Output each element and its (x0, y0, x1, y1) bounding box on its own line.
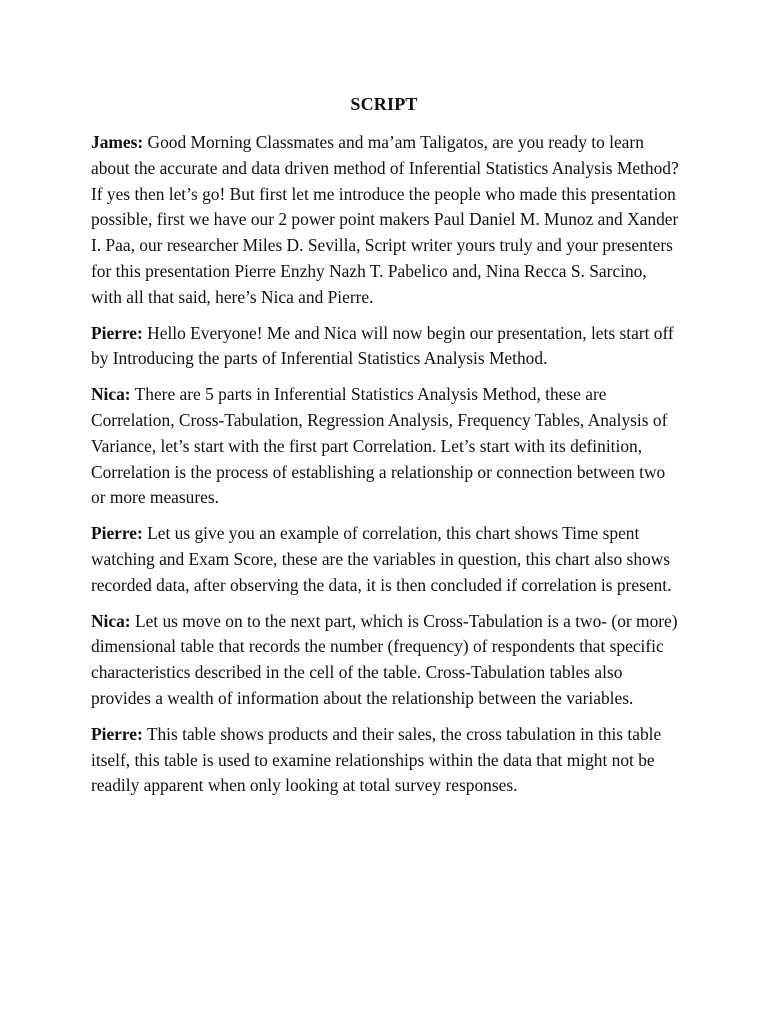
paragraph-text: Let us give you an example of correlation, this chart shows Time spent watching and Exam Score, these are the variables in question, this chart also shows recorded data, after observing the data, it is then concluded if correlation is present. (91, 523, 672, 595)
script-paragraph-pierre (91, 321, 681, 373)
paragraph-text: There are 5 parts in Inferential Statistics Analysis Method, these are Correlation, Cross-Tabulation, Regression Analysis, Frequency Tables, Analysis of Variance, let’s start with the first part Correlation. Let’s start with its definition, Correlation is the process of establishing a relationship or connection between two or more measures. (91, 384, 668, 508)
paragraph-text: Hello Everyone! Me and Nica will now begin our presentation, lets start off by Introducing the parts of Inferential Statistics Analysis Method. (91, 322, 674, 369)
speaker-label: Nica: (91, 384, 131, 405)
speaker-label: James: (91, 132, 144, 152)
paragraph-text: Let us move on to the next part, which is Cross-Tabulation is a two- (or more) dimensional table that records the number (frequency) of respondents that specific characteristics described in the cell of the table. Cross-Tabulation tables also provides a wealth of information about the relationship between the variables. (91, 610, 678, 708)
paragraph-text: This table shows products and their sales, the cross tabulation in this table itself, this table is used to examine relationships within the data that might not be readily apparent when only looking at total survey responses. (91, 723, 662, 796)
script-paragraph-pierre (91, 722, 681, 799)
document-title: SCRIPT (350, 94, 418, 114)
script-paragraph-nica (91, 382, 681, 511)
script-paragraph-pierre (91, 521, 681, 598)
speaker-label: Pierre: (91, 723, 143, 744)
paragraph-text: Good Morning Classmates and ma’am Taligatos, are you ready to learn about the accurate and data driven method of Inferential Statistics Analysis Method? If yes then let’s go! But first let me introduce the people who made this presentation possible, first we have our 2 power point makers Paul Daniel M. Munoz and Xander I. Paa, our researcher Miles D. Sevilla, Script writer yours truly and your presenters for this presentation Pierre Enzhy Nazh T. Pabelico and, Nina Recca S. Sarcino, with all that said, here’s Nica and Pierre. (91, 132, 679, 307)
script-paragraph-james (91, 130, 681, 311)
script-paragraph-nica (91, 609, 681, 712)
speaker-label: Nica: (91, 610, 131, 631)
script-body (91, 130, 681, 809)
speaker-label: Pierre: (91, 523, 143, 544)
speaker-label: Pierre: (91, 322, 143, 343)
